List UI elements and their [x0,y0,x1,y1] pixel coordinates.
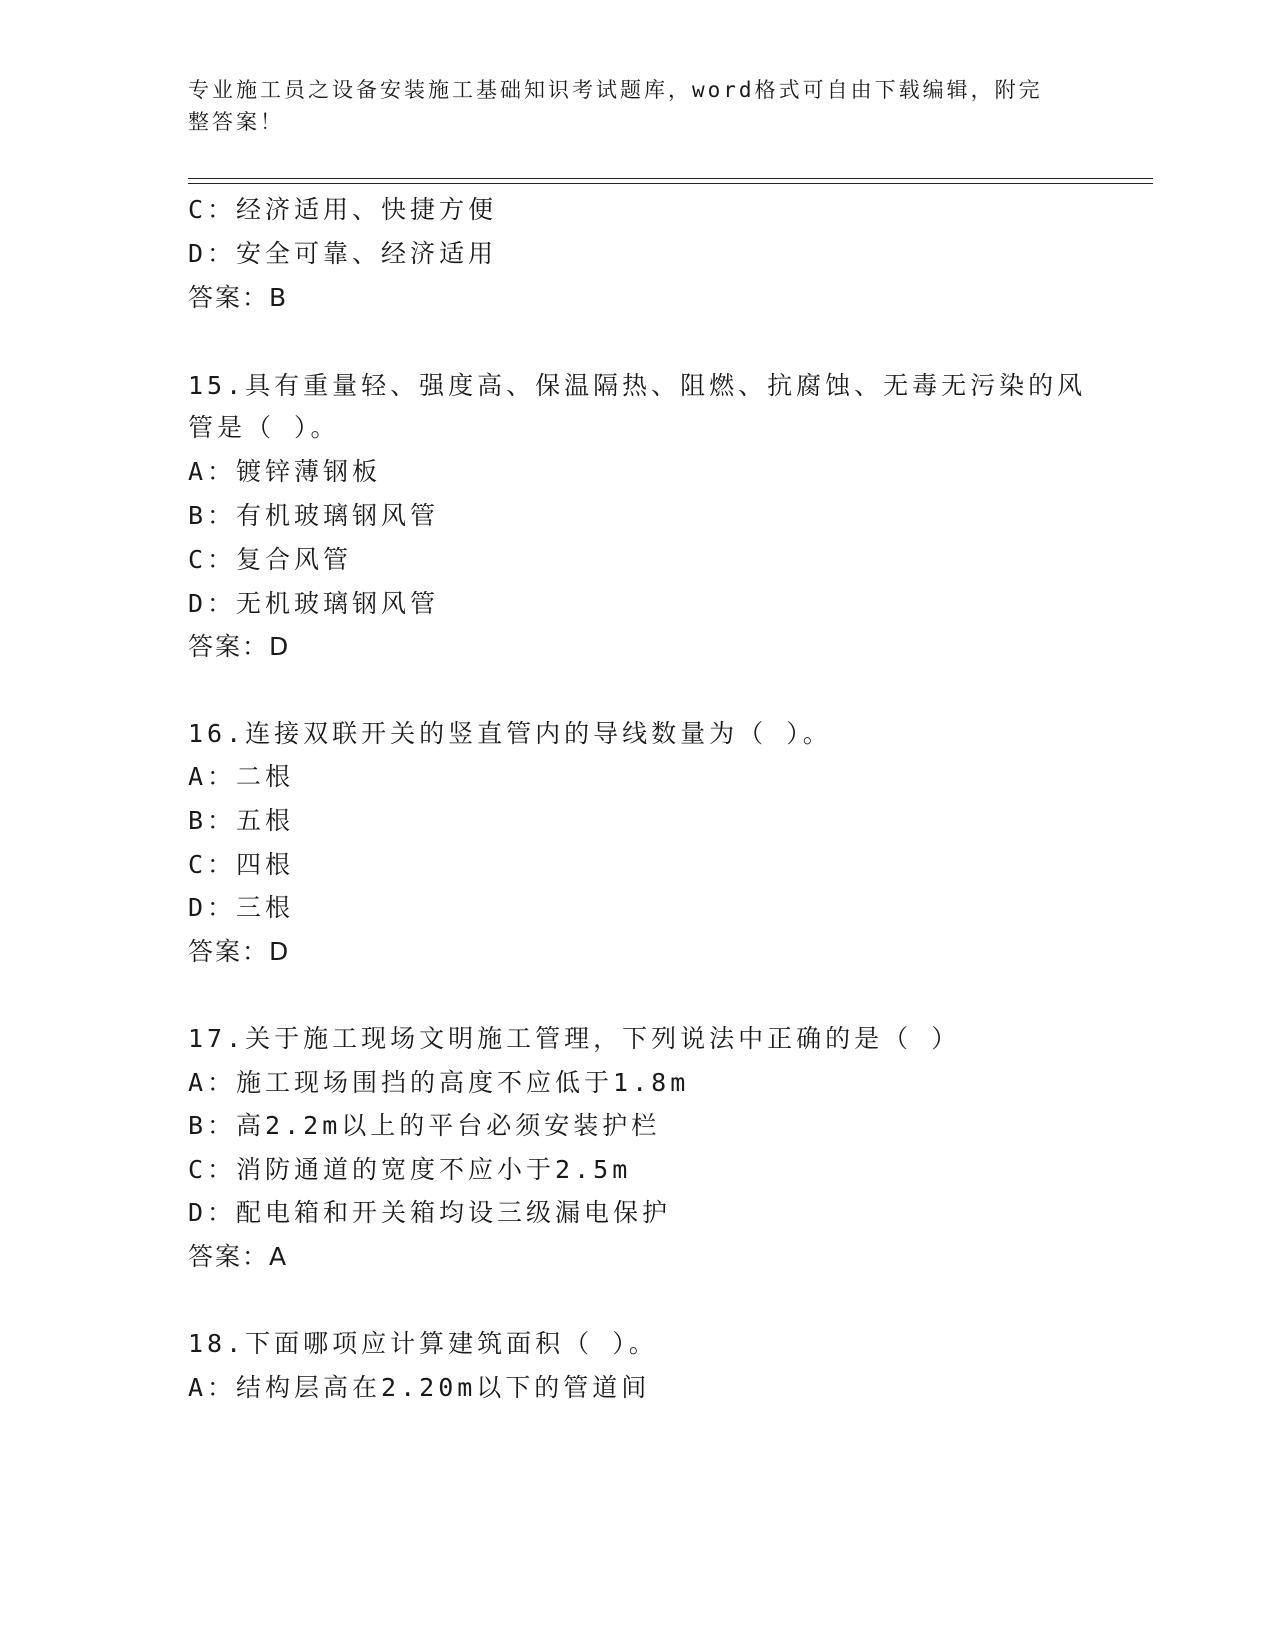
q17-answer: 答案：A [188,1242,289,1271]
header-divider-top [188,178,1153,179]
q15-option-c: C：复合风管 [188,545,353,574]
header-divider-bottom [188,183,1153,184]
q14-option-c: C：经济适用、快捷方便 [188,195,498,224]
header-line-2: 整答案！ [188,110,284,134]
q16-option-b: B：五根 [188,806,295,835]
q15-option-b: B：有机玻璃钢风管 [188,501,440,530]
q17-stem: 17.关于施工现场文明施工管理，下列说法中正确的是（ ） [188,1024,961,1053]
q15-option-d: D：无机玻璃钢风管 [188,589,440,618]
q17-option-b: B：高2.2m以上的平台必须安装护栏 [188,1111,661,1140]
q17-option-c: C：消防通道的宽度不应小于2.5m [188,1155,632,1184]
document-header [188,74,1068,138]
q16-option-c: C：四根 [188,850,295,879]
header-line-1: 专业施工员之设备安装施工基础知识考试题库，word格式可自由下载编辑，附完 [188,78,1043,102]
q16-option-a: A：二根 [188,762,295,791]
q14-answer: 答案：B [188,283,289,312]
q16-answer: 答案：D [188,937,291,966]
q16-option-d: D：三根 [188,893,295,922]
q15-option-a: A：镀锌薄钢板 [188,457,382,486]
q15-stem-line-1: 15.具有重量轻、强度高、保温隔热、阻燃、抗腐蚀、无毒无污染的风 [188,371,1087,400]
q17-option-d: D：配电箱和开关箱均设三级漏电保护 [188,1198,672,1227]
q15-answer: 答案：D [188,632,291,661]
q18-stem: 18.下面哪项应计算建筑面积（ ）。 [188,1329,658,1358]
q18-option-a: A：结构层高在2.20m以下的管道间 [188,1373,651,1402]
q14-option-d: D：安全可靠、经济适用 [188,239,498,268]
q17-option-a: A：施工现场围挡的高度不应低于1.8m [188,1068,690,1097]
q15-stem-line-2: 管是（ ）。 [188,413,340,442]
q16-stem: 16.连接双联开关的竖直管内的导线数量为（ ）。 [188,719,832,748]
